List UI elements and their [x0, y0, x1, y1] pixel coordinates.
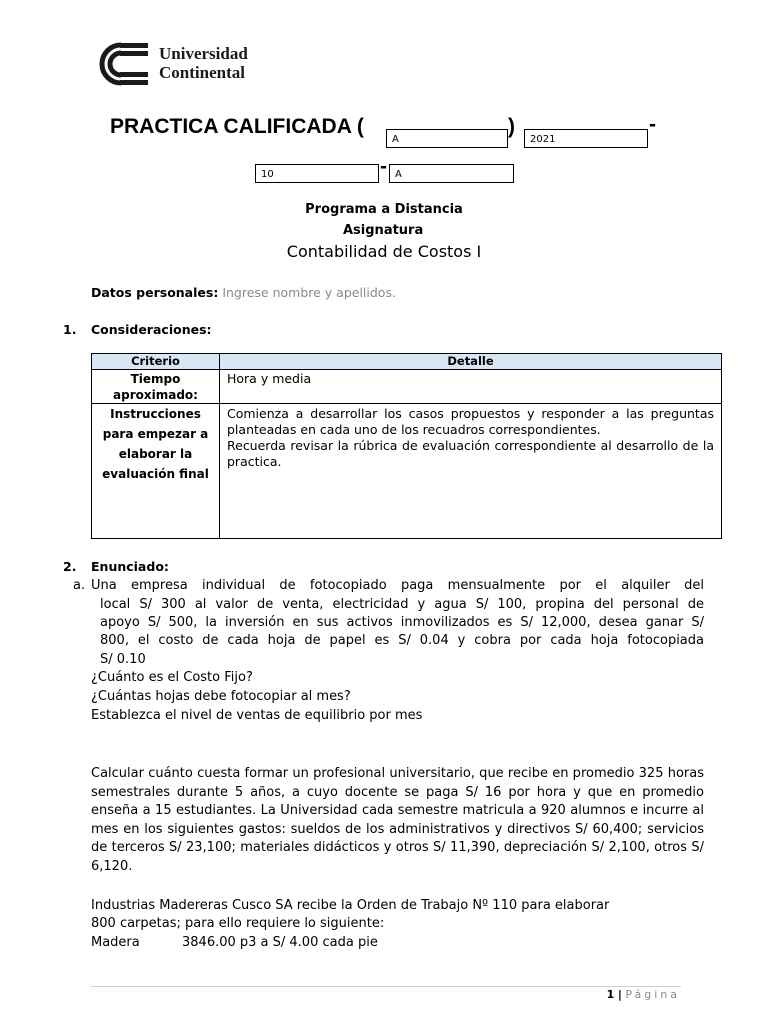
personal-data-input[interactable]: Ingrese nombre y apellidos. — [222, 285, 396, 300]
asignatura-label: Asignatura — [343, 223, 424, 238]
madera-value: 3846.00 p3 a S/ 4.00 cada pie — [182, 935, 378, 950]
logo-mark-icon — [91, 42, 151, 86]
section1-title: Consideraciones: — [91, 322, 212, 337]
question: Establezca el nivel de ventas de equilibrio por mes — [91, 708, 423, 723]
cell-detalle: Hora y media — [220, 370, 722, 404]
personal-data-label: Datos personales: — [91, 285, 219, 300]
item-a-line: S/ 0.10 — [100, 652, 146, 667]
section2-number: 2. — [63, 559, 77, 574]
item-a-marker: a. — [73, 578, 86, 593]
item-a-line: 800, el costo de cada hoja de papel es S/ 0.04 y cobra por cada hoja fotocopiada — [100, 633, 704, 648]
logo-line2: Continental — [159, 63, 245, 82]
university-logo — [91, 42, 291, 86]
page-title — [110, 115, 364, 139]
program-label: Programa a Distancia — [305, 202, 463, 217]
title-prefix: PRACTICA CALIFICADA ( — [110, 115, 364, 138]
cell-criterio: Instrucciones para empezar a elaborar la evaluación final — [92, 404, 220, 539]
group-field[interactable]: A — [389, 164, 514, 183]
madera-label: Madera — [91, 935, 140, 950]
title-dash-2: - — [380, 155, 387, 178]
considerations-table — [91, 353, 722, 539]
table-row — [92, 404, 722, 539]
logo-text — [159, 44, 248, 82]
paragraph-madereras-line2: 800 carpetas; para ello requiere lo siguiente: — [91, 916, 385, 931]
title-close: ) — [508, 115, 515, 138]
header-criterio: Criterio — [92, 354, 220, 370]
header-detalle: Detalle — [220, 354, 722, 370]
section1-number: 1. — [63, 322, 77, 337]
cell-detalle — [220, 404, 722, 539]
table-header-row — [92, 354, 722, 370]
question: ¿Cuánto es el Costo Fijo? — [91, 670, 253, 685]
detalle-paragraph: Comienza a desarrollar los casos propuestos y responder a las preguntas planteadas en cada uno de los recuadros correspondientes. — [227, 406, 714, 437]
page-number: 1 — [606, 988, 615, 1001]
table-row — [92, 370, 722, 404]
course-name: Contabilidad de Costos I — [286, 242, 482, 261]
item-a-line: Una empresa individual de fotocopiado paga mensualmente por el alquiler del — [91, 578, 704, 593]
page-word: Página — [625, 988, 680, 1001]
footer-divider — [91, 986, 681, 987]
number-field[interactable]: 10 — [255, 164, 379, 183]
year-field[interactable]: 2021 — [524, 129, 648, 148]
item-a-line: local S/ 300 al valor de venta, electricidad y agua S/ 100, propina del personal de — [100, 597, 704, 612]
detalle-paragraph: Recuerda revisar la rúbrica de evaluación correspondiente al desarrollo de la practica. — [227, 438, 714, 469]
section-field[interactable]: A — [386, 129, 508, 148]
footer-separator: | — [617, 988, 622, 1001]
cell-criterio: Tiempo aproximado: — [92, 370, 220, 404]
paragraph-madereras-line1: Industrias Madereras Cusco SA recibe la Orden de Trabajo Nº 110 para elaborar — [91, 898, 610, 913]
personal-data — [91, 285, 396, 300]
title-dash-1: - — [649, 113, 656, 136]
section2-title: Enunciado: — [91, 559, 169, 574]
logo-line1: Universidad — [159, 44, 248, 63]
paragraph-university-cost: Calcular cuánto cuesta formar un profesional universitario, que recibe en promedio 325 horas semestrales durante 5 años, a cuyo docente se paga S/ 16 por hora y que en promedio enseña a 15 estudiantes. La Universidad cada semestre matricula a 920 alumnos e incurre al mes en los siguientes gastos: sueldos de los administrativos y directivos S/ 60,400; servicios de terceros S/ 23,100; materiales didácticos y otros S/ 11,390, depreciación S/ 2,100, otros S/ 6,120. — [91, 766, 704, 874]
page-footer — [560, 988, 680, 1001]
item-a-line: apoyo S/ 500, la inversión en sus activos inmovilizados es S/ 12,000, desea ganar S/ — [100, 615, 704, 630]
question: ¿Cuántas hojas debe fotocopiar al mes? — [91, 689, 351, 704]
